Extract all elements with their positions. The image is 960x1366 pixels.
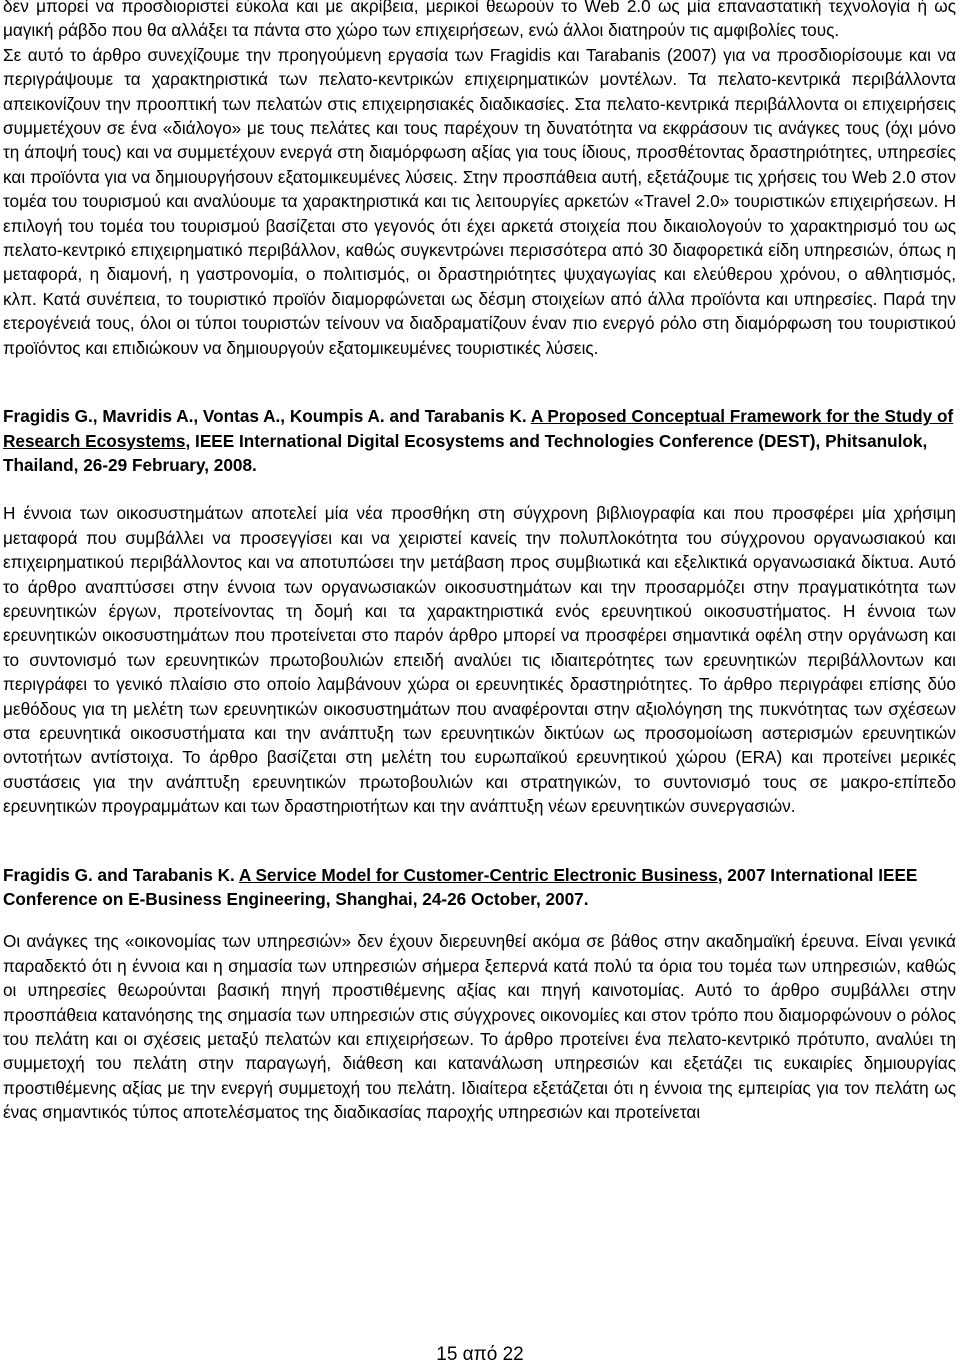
reference-2-venue: , 2007 International IEEE Conference on E-Business Engineering, Shanghai, 24-26 October, 2007. (3, 864, 918, 909)
document-page (3, 0, 956, 1125)
page-number: 15 από 22 (436, 1344, 524, 1365)
reference-2-title: A Service Model for Customer-Centric Electronic Business (238, 864, 718, 885)
reference-1-title: A Proposed Conceptual Framework for the Study of Research Ecosystems (3, 406, 954, 451)
reference-1-authors: Fragidis G., Mavridis A., Vontas A., Koumpis A. and Tarabanis K. (3, 406, 527, 427)
reference-2-abstract: Οι ανάγκες της «οικονομίας των υπηρεσιών» δεν έχουν διερευνηθεί ακόμα σε βάθος στην ακαδημαϊκή έρευνα. Είναι γενικά παραδεκτό ότι η έννοια και η σημασία των υπηρεσιών σήμερα ξεπερνά κατά πολύ τα όρια του τομέα των υπηρεσιών, καθώς οι υπηρεσίες θεωρούνται βασική πηγή προστιθέμενης αξίας και πηγή καινοτομίας. Αυτό το άρθρο συμβάλλει στην προσπάθεια κατανόησης της σημασία των υπηρεσιών στις σύγχρονες οικονομίες και στον τρόπο που διαμορφώνουν ο ρόλος του πελάτη και οι σχέσεις μεταξύ πελατών και επιχειρήσεων. Το άρθρο προτείνει ένα πελατο-κεντρικό πρότυπο, αναλύει τη συμμετοχή του πελάτη στην παραγωγή, διάθεση και κατανάλωση υπηρεσιών και εξετάζει τις ευκαιρίες δημιουργίας προστιθέμενης αξίας με την ενεργή συμμετοχή του πελάτη. Ιδιαίτερα εξετάζεται ότι η έννοια της εμπειρίας για τον πελάτη ως ένας σημαντικός τύπος αποτελέσματος της διαδικασίας παροχής υπηρεσιών και προτείνεται (3, 931, 956, 1123)
intro-paragraph-1: δεν μπορεί να προσδιοριστεί εύκολα και με ακρίβεια, μερικοί θεωρούν το Web 2.0 ως μία επαναστατική τεχνολογία ή ως μαγική ράβδο που θα αλλάξει τα πάντα στο χώρο των επιχειρήσεων, ενώ άλλοι διατηρούν τις αμφιβολίες τους. (3, 0, 956, 41)
reference-2-citation (3, 863, 956, 912)
intro-paragraph-2: Σε αυτό το άρθρο συνεχίζουμε την προηγούμενη εργασία των Fragidis και Tarabanis (2007) για να προσδιορίσουμε και να περιγράψουμε τα χαρακτηριστικά των πελατο-κεντρικών επιχειρηματικών μοντέλων. Τα πελατο-κεντρικά περιβάλλοντα απεικονίζουν την προοπτική των πελατών στις επιχειρησιακές διαδικασίες. Στα πελατο-κεντρικά περιβάλλοντα οι επιχειρήσεις συμμετέχουν σε ένα «διάλογο» με τους πελάτες και τους παρέχουν τη δυνατότητα να εκφράσουν τις ανάγκες τους (όχι μόνο τη άποψή τους) και να συμμετέχουν ενεργά στη διαμόρφωση αξίας για τους ίδιους, προσθέτοντας δραστηριότητες, υπηρεσίες και προϊόντα για να δημιουργήσουν εξατομικευμένες λύσεις. Στην προσπάθεια αυτή, εξετάζουμε τις χρήσεις του Web 2.0 στον τομέα του τουρισμού και αναλύουμε τα χαρακτηριστικά και τις λειτουργίες αρκετών «Travel 2.0» τουριστικών επιχειρήσεων. Η επιλογή του τομέα του τουρισμού βασίζεται στο γεγονός ότι έχει αρκετά στοιχεία που δικαιολογούν το χαρακτηρισμό του ως πελατο-κεντρικό επιχειρηματικό περιβάλλον, καθώς συγκεντρώνει περισσότερα από 30 διαφορετικά είδη υπηρεσιών, όπως η μεταφορά, η διαμονή, η γαστρονομία, ο πολιτισμός, οι δραστηριότητες ψυχαγωγίας και ελεύθερου χρόνου, ο αθλητισμός, κλπ. Κατά συνέπεια, το τουριστικό προϊόν διαμορφώνεται ως δέσμη στοιχείων από άλλα προϊόντα και υπηρεσίες. Παρά την ετερογένειά τους, όλοι οι τύποι τουριστών τείνουν να διαδραματίζουν έναν πιο ενεργό ρόλο στη διαμόρφωση του τουριστικού προϊόντος και επιδιώκουν να δημιουργούν εξατομικευμένες τουριστικές λύσεις. (3, 44, 956, 358)
reference-1-venue: , IEEE International Digital Ecosystems and Technologies Conference (DEST), Phitsanulok, Thailand, 26-29 February, 2008. (3, 430, 928, 475)
reference-1-citation (3, 404, 956, 477)
reference-2-authors: Fragidis G. and Tarabanis K. (3, 864, 235, 885)
reference-1-abstract: Η έννοια των οικοσυστημάτων αποτελεί μία νέα προσθήκη στη σύγχρονη βιβλιογραφία και που προσφέρει μία χρήσιμη μεταφορά που συμβάλλει να προσεγγίσει και να χειριστεί κανείς την πολυπλοκότητα του σύγχρονου οργανωσιακού και επιχειρηματικού περιβάλλοντος και να αποτυπώσει την μετάβαση προς συμβιωτικά και εξελικτικά οργανωσιακά δίκτυα. Αυτό το άρθρο αναπτύσσει στην έννοια των οργανωσιακών οικοσυστημάτων και την προσαρμόζει στην πραγματικότητα των ερευνητικών έργων, προτείνοντας τη δομή και τα χαρακτηριστικά ενός ερευνητικού οικοσυστήματος. Η έννοια των ερευνητικών οικοσυστημάτων που προτείνεται στο παρόν άρθρο μπορεί να προσφέρει σημαντικά οφέλη στην οργάνωση και το συντονισμό των ερευνητικών πρωτοβουλιών επειδή αναλύει τις ιδιαιτερότητες των ερευνητικών περιβάλλοντων και περιγράφει το γενικό πλαίσιο στο οποίο λαμβάνουν χώρα οι ερευνητικές δραστηριότητες. Το άρθρο περιγράφει επίσης δύο μεθόδους για τη μελέτη των ερευνητικών οικοσυστημάτων που αναφέρονται στην αξιολόγηση της πυκνότητας των σχέσεων στα ερευνητικά οικοσυστήματα και την ανάπτυξη των ερευνητικών δικτύων ως προσομοίωση αστερισμών ερευνητικών οντοτήτων αντίστοιχα. Το άρθρο βασίζεται στη μελέτη του ευρωπαϊκού ερευνητικού χώρου (ERA) και προτείνει μερικές συστάσεις για την ανάπτυξη ερευνητικών πρωτοβουλιών και στρατηγικών, το συντονισμό τους σε μακρο-επίπεδο ερευνητικών προγραμμάτων και των δραστηριοτήτων και την ανάπτυξη νέων ερευνητικών συνεργασιών. (3, 503, 956, 817)
